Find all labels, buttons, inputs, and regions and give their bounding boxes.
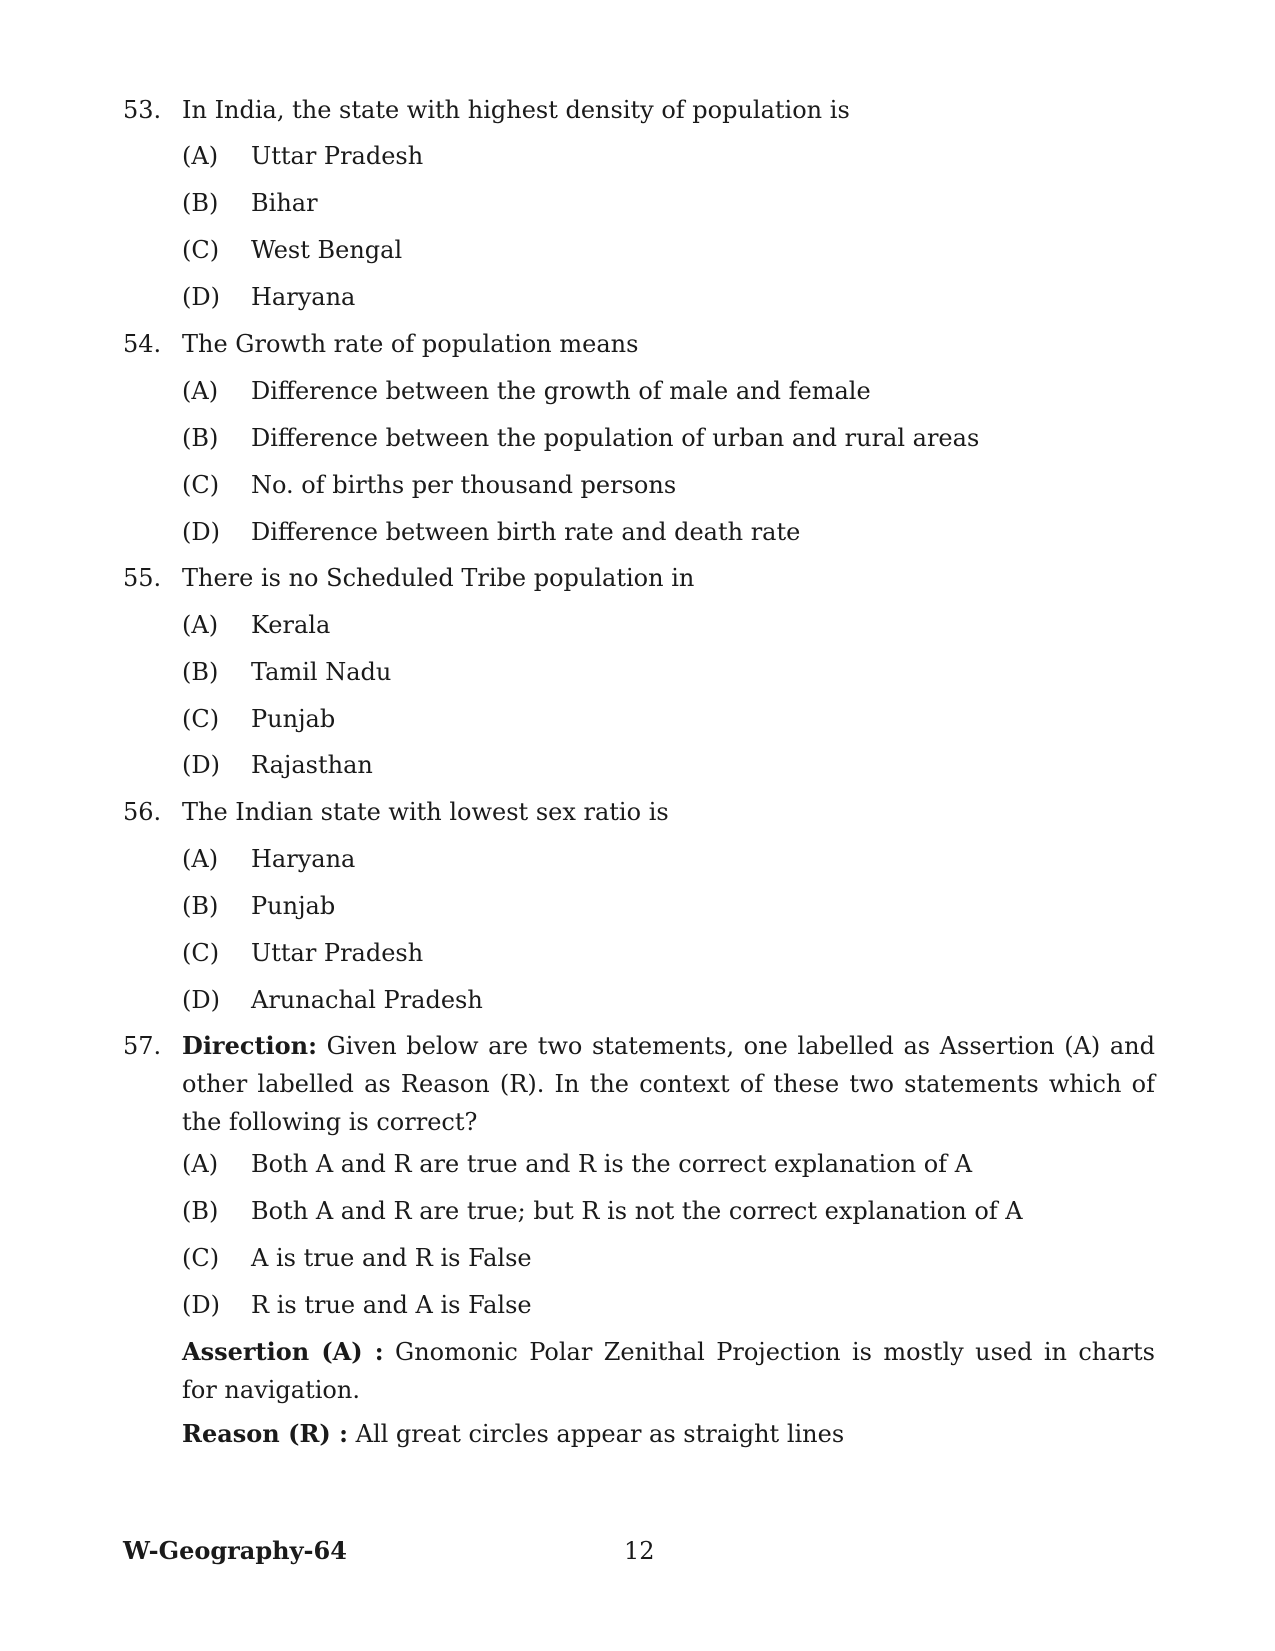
option-text: Difference between the population of urban and rural areas xyxy=(251,424,980,452)
direction-label: Direction: xyxy=(182,1031,317,1060)
option-text: Haryana xyxy=(251,283,356,311)
question-number: 53. xyxy=(123,96,162,124)
direction-text: Given below are two statements, one labelled as Assertion (A) and other labelled as Reason (R). In the context of these two statements which of the following is correct? xyxy=(182,1032,1155,1136)
option-label: (D) xyxy=(182,518,220,546)
question-number: 56. xyxy=(123,798,162,826)
page-number: 12 xyxy=(624,1537,655,1565)
reason-statement xyxy=(182,1415,1155,1453)
option-label: (A) xyxy=(182,142,219,170)
option-label: (A) xyxy=(182,611,219,639)
option-label: (B) xyxy=(182,1197,219,1225)
question-text: The Growth rate of population means xyxy=(182,330,639,358)
option-text: Difference between birth rate and death rate xyxy=(251,518,801,546)
option-text: Arunachal Pradesh xyxy=(251,986,483,1014)
option-text: Uttar Pradesh xyxy=(251,939,424,967)
option-text: West Bengal xyxy=(251,236,403,264)
question-number: 57. xyxy=(123,1032,162,1060)
option-text: Rajasthan xyxy=(251,751,373,779)
option-label: (A) xyxy=(182,1150,219,1178)
paper-code: W-Geography-64 xyxy=(123,1536,347,1565)
option-label: (D) xyxy=(182,283,220,311)
question-number: 54. xyxy=(123,330,162,358)
option-label: (C) xyxy=(182,705,220,733)
option-text: Both A and R are true; but R is not the correct explanation of A xyxy=(251,1197,1023,1225)
option-text: Punjab xyxy=(251,892,336,920)
option-text: Difference between the growth of male and female xyxy=(251,377,871,405)
option-text: Both A and R are true and R is the correct explanation of A xyxy=(251,1150,973,1178)
option-text: No. of births per thousand persons xyxy=(251,471,677,499)
option-label: (D) xyxy=(182,986,220,1014)
option-label: (C) xyxy=(182,939,220,967)
assertion-text: Gnomonic Polar Zenithal Projection is mostly used in charts for navigation. xyxy=(182,1338,1155,1404)
option-label: (A) xyxy=(182,377,219,405)
assertion-label: Assertion (A) : xyxy=(182,1337,384,1366)
option-text: Kerala xyxy=(251,611,331,639)
option-label: (D) xyxy=(182,1291,220,1319)
question-text: The Indian state with lowest sex ratio is xyxy=(182,798,669,826)
option-text: R is true and A is False xyxy=(251,1291,532,1319)
option-text: Haryana xyxy=(251,845,356,873)
option-label: (B) xyxy=(182,424,219,452)
question-text: There is no Scheduled Tribe population in xyxy=(182,564,695,592)
question-text: In India, the state with highest density of population is xyxy=(182,96,850,124)
option-label: (C) xyxy=(182,471,220,499)
question-number: 55. xyxy=(123,564,162,592)
option-label: (B) xyxy=(182,658,219,686)
option-text: Bihar xyxy=(251,189,318,217)
option-label: (B) xyxy=(182,189,219,217)
option-text: Uttar Pradesh xyxy=(251,142,424,170)
option-label: (B) xyxy=(182,892,219,920)
question-text xyxy=(182,1027,1155,1141)
assertion-statement xyxy=(182,1333,1155,1409)
option-label: (C) xyxy=(182,1244,220,1272)
option-label: (D) xyxy=(182,751,220,779)
option-text: A is true and R is False xyxy=(251,1244,532,1272)
option-label: (A) xyxy=(182,845,219,873)
option-label: (C) xyxy=(182,236,220,264)
option-text: Tamil Nadu xyxy=(251,658,392,686)
reason-text: All great circles appear as straight lines xyxy=(355,1420,845,1448)
reason-label: Reason (R) : xyxy=(182,1419,348,1448)
option-text: Punjab xyxy=(251,705,336,733)
